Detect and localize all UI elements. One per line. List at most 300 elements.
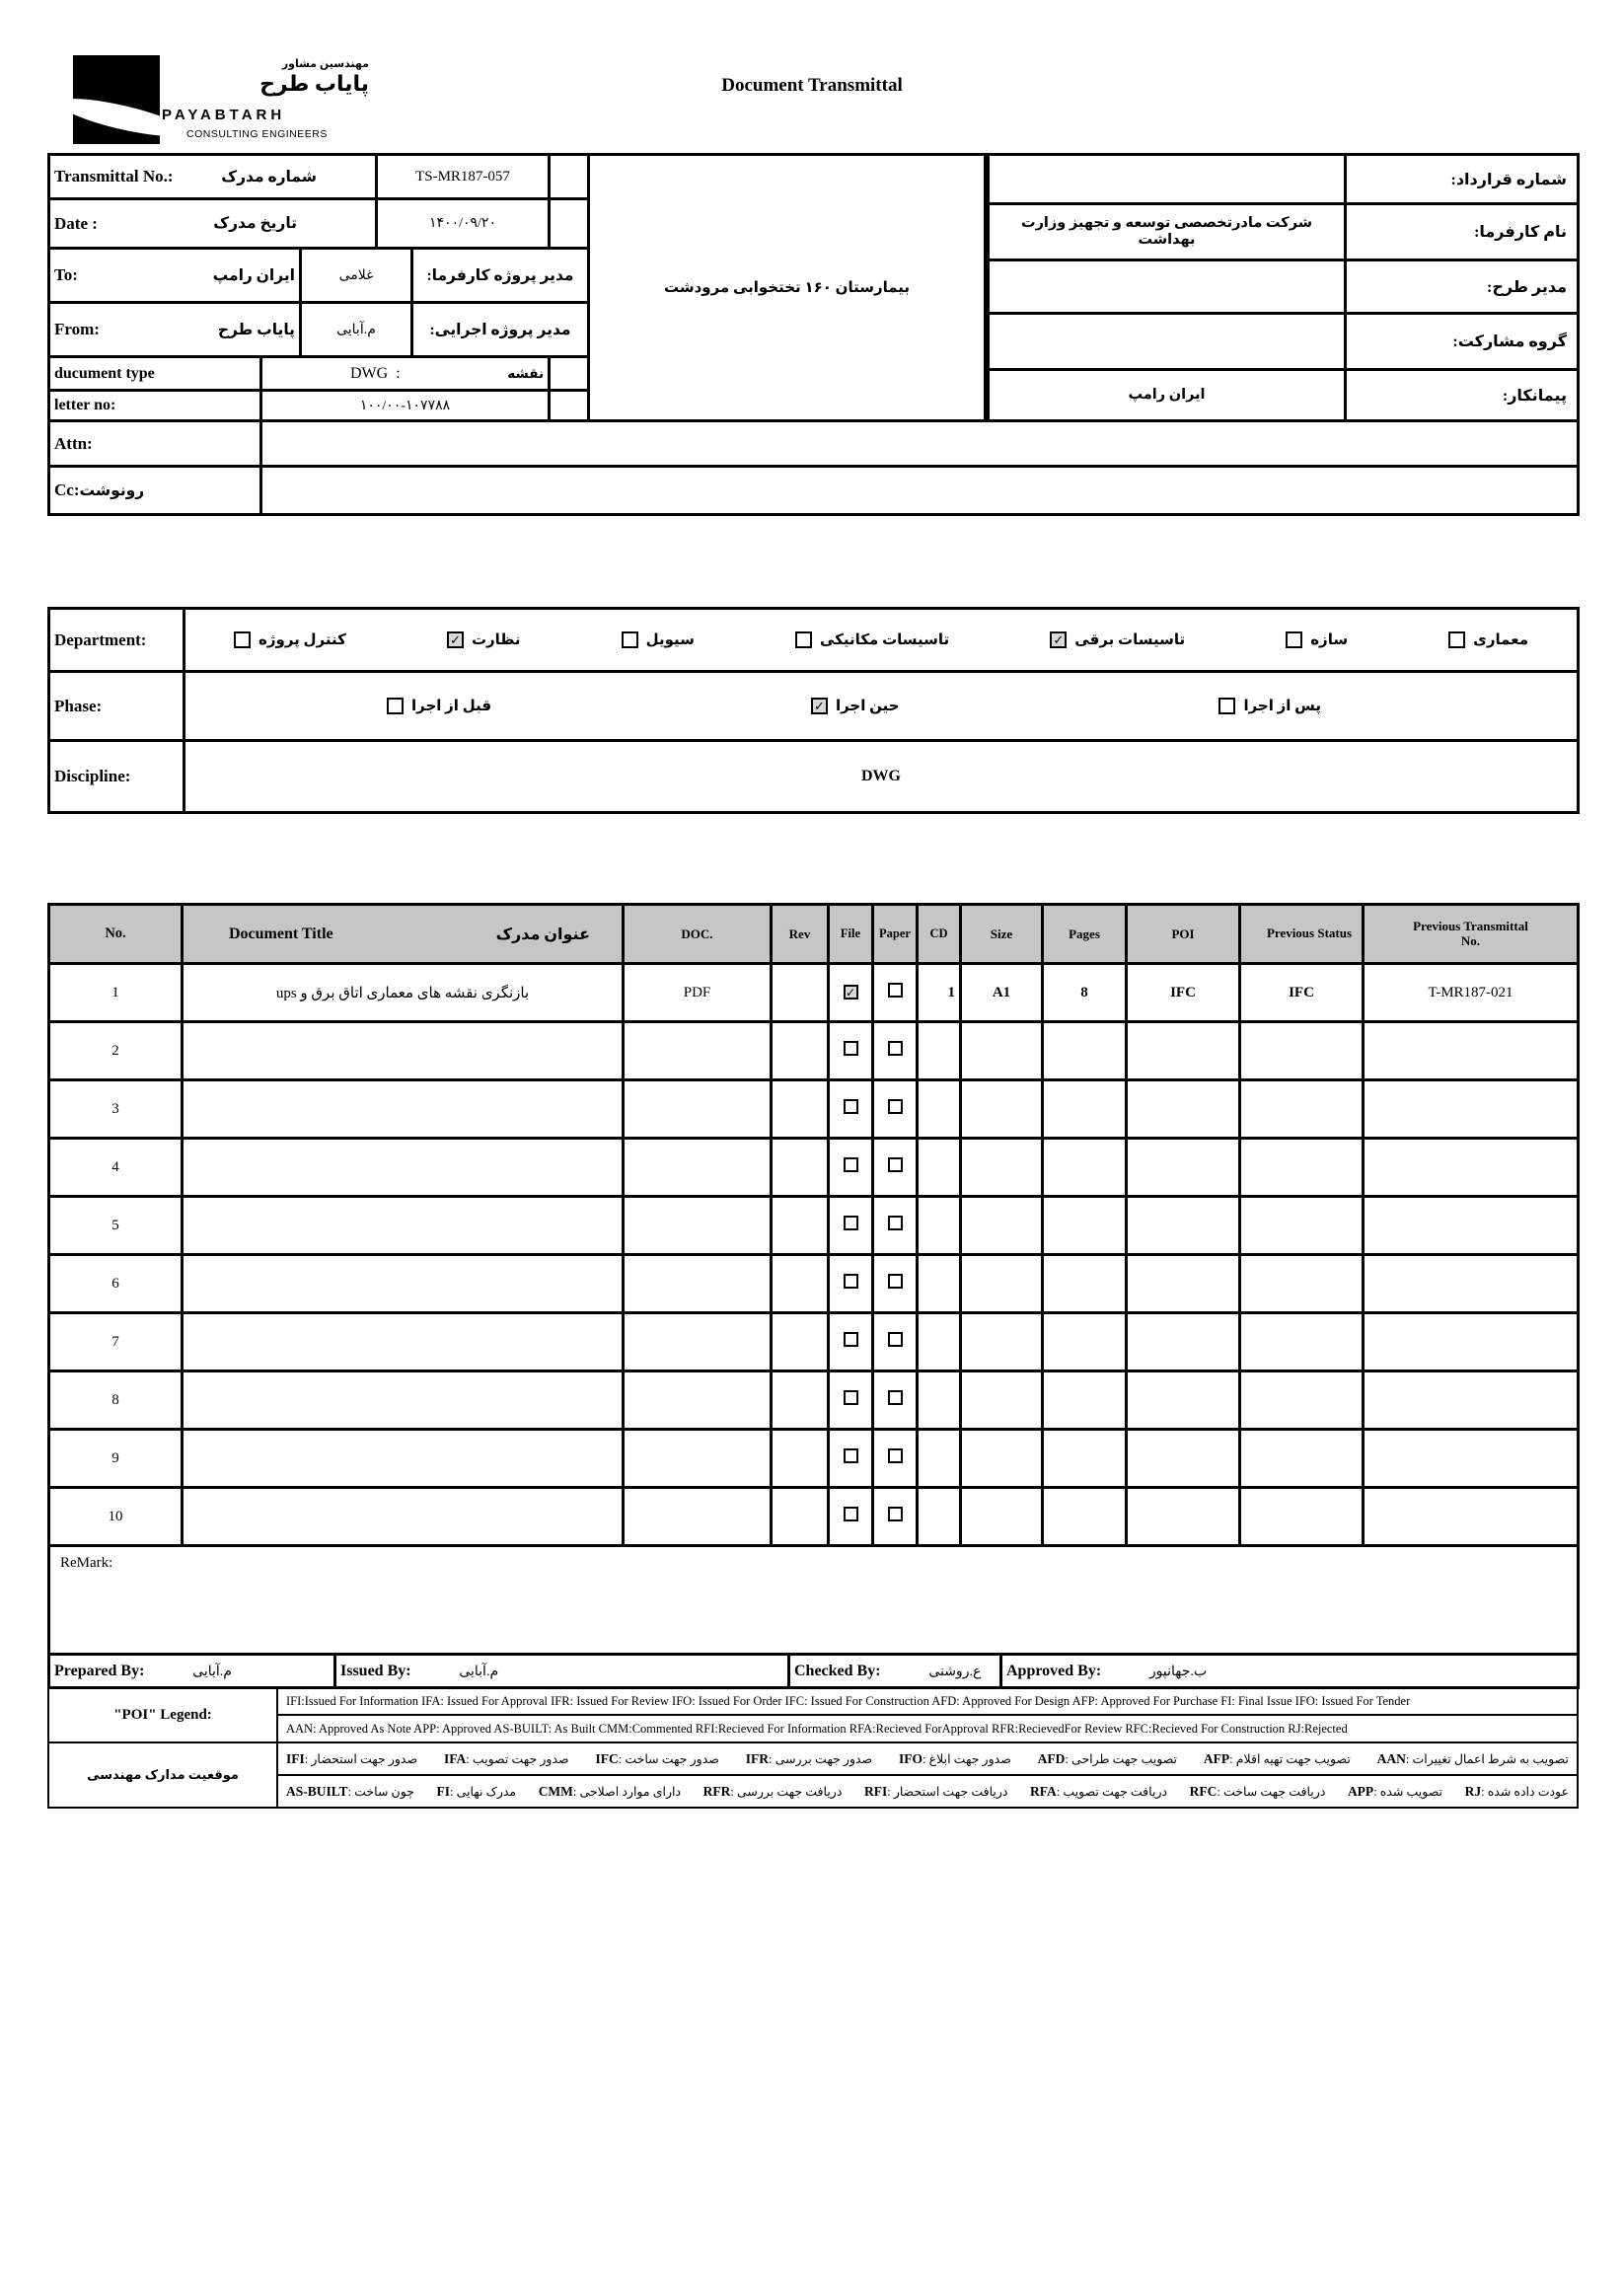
legend-desc: تصویب به شرط اعمال تغییرات [1412, 1751, 1569, 1766]
paper-checkbox-row2[interactable] [888, 1041, 903, 1056]
doc-size [961, 1430, 1043, 1488]
phase-item-label: پس از اجرا [1243, 699, 1321, 714]
doc-pages [1043, 1080, 1127, 1139]
document-row [49, 1430, 1579, 1488]
department-label: Department: [49, 609, 185, 672]
department-item [234, 630, 346, 649]
client-info-label: مدیر طرح: [1346, 260, 1579, 314]
doc-rev [772, 964, 829, 1022]
paper-checkbox-row8[interactable] [888, 1390, 903, 1405]
file-checkbox-row2[interactable] [844, 1041, 858, 1056]
doc-poi [1127, 1430, 1240, 1488]
project-name-table [587, 153, 987, 422]
discipline-value: DWG [185, 741, 1579, 813]
doc-rev [772, 1488, 829, 1546]
signature-cell [1001, 1655, 1579, 1688]
doc-prev-transmittal [1364, 1430, 1579, 1488]
doc-type [624, 1197, 772, 1255]
col-header-cd: CD [918, 905, 961, 964]
legend-desc: تصویب شده [1379, 1784, 1443, 1799]
logo-mark-icon [73, 55, 160, 144]
document-row [49, 1139, 1579, 1197]
poi-legend-en-row1: IFI:Issued For Information IFA: Issued For Approval IFR: Issued For Review IFO: Issued For Order IFC: Issued For Construction AFD: Approved For Design AFP: Approved For Purchase FI: Final Issue IFO: Issued For Tender [277, 1687, 1578, 1715]
department-checkbox-1[interactable]: ✓ [447, 631, 464, 648]
legend-code: RFC [1189, 1783, 1218, 1799]
doc-prev-transmittal [1364, 1139, 1579, 1197]
doc-file-cell [829, 964, 873, 1022]
doc-prev-status [1240, 1255, 1364, 1313]
doc-file-cell [829, 1080, 873, 1139]
doc-cd [918, 1022, 961, 1080]
doc-no: 8 [49, 1371, 183, 1430]
department-item [795, 630, 949, 649]
client-info-value [989, 260, 1346, 314]
doc-poi [1127, 1255, 1240, 1313]
department-item-label: تاسیسات برقی [1074, 632, 1186, 648]
discipline-label: Discipline: [49, 741, 185, 813]
doc-file-cell [829, 1313, 873, 1371]
document-row [49, 1313, 1579, 1371]
signature-value: ب.جهانپور [1148, 1664, 1208, 1679]
phase-checkbox-2[interactable] [1218, 698, 1235, 714]
department-checkbox-2[interactable] [622, 631, 638, 648]
doc-prev-status [1240, 1488, 1364, 1546]
department-items-cell [185, 609, 1579, 672]
client-info-label: نام کارفرما: [1346, 204, 1579, 260]
file-checkbox-row10[interactable] [844, 1507, 858, 1521]
client-info-value [989, 314, 1346, 370]
doc-rev [772, 1371, 829, 1430]
doc-title: بازنگری نقشه های معماری اتاق برق و ups [183, 964, 624, 1022]
department-checkbox-5[interactable] [1286, 631, 1302, 648]
file-checkbox-row5[interactable] [844, 1216, 858, 1230]
legend-desc: صدور جهت استحضار [311, 1751, 418, 1766]
file-checkbox-row6[interactable] [844, 1274, 858, 1289]
legend-desc: دریافت جهت ساخت [1222, 1784, 1326, 1799]
phase-items-cell [185, 672, 1579, 741]
to-cell [49, 249, 301, 303]
to-role: مدیر پروژه کارفرما: [412, 249, 589, 303]
doc-pages [1043, 1139, 1127, 1197]
department-item-label: کنترل پروژه [258, 632, 346, 648]
date-label: Date : [54, 213, 98, 233]
doc-no: 4 [49, 1139, 183, 1197]
doc-pages: 8 [1043, 964, 1127, 1022]
transmittal-info-table [47, 153, 590, 422]
doc-type [624, 1139, 772, 1197]
doc-rev [772, 1080, 829, 1139]
doctype-colon: : [396, 364, 401, 382]
doc-poi [1127, 1313, 1240, 1371]
paper-checkbox-row9[interactable] [888, 1448, 903, 1463]
doctype-fa: نقشه [507, 365, 545, 381]
doc-prev-status [1240, 1139, 1364, 1197]
doc-paper-cell [873, 964, 918, 1022]
col-header-prev-transmittal: Previous Transmittal No. [1364, 905, 1579, 964]
doc-file-cell [829, 1139, 873, 1197]
legend-code: RJ [1464, 1783, 1482, 1799]
legend-code: CMM [538, 1783, 573, 1799]
file-checkbox-row1[interactable]: ✓ [844, 985, 858, 1000]
doc-prev-transmittal [1364, 1022, 1579, 1080]
paper-checkbox-row3[interactable] [888, 1099, 903, 1114]
document-list-table [47, 903, 1580, 1656]
doc-size [961, 1197, 1043, 1255]
doc-no: 9 [49, 1430, 183, 1488]
doc-paper-cell [873, 1139, 918, 1197]
file-checkbox-row8[interactable] [844, 1390, 858, 1405]
department-item-label: نظارت [471, 632, 521, 648]
phase-item [811, 697, 900, 715]
doc-size: A1 [961, 964, 1043, 1022]
legend-segment: RFR: دریافت جهت بررسی [702, 1783, 843, 1799]
document-row [49, 1022, 1579, 1080]
department-item [447, 630, 521, 649]
doc-title [183, 1022, 624, 1080]
doc-rev [772, 1313, 829, 1371]
col-header-title-en: Document Title [229, 925, 333, 942]
client-info-table [987, 153, 1580, 422]
doc-type [624, 1022, 772, 1080]
fa-legend-row2 [277, 1775, 1578, 1808]
legend-segment: FI: مدرک نهایی [436, 1783, 517, 1799]
legend-code: RFA [1030, 1783, 1057, 1799]
department-checkbox-6[interactable] [1448, 631, 1465, 648]
legend-segment: RJ: عودت داده شده [1464, 1783, 1569, 1799]
date-value: ۱۴۰۰/۰۹/۲۰ [377, 199, 550, 249]
to-value: ایران رامپ [212, 266, 295, 284]
client-info-label: شماره قرارداد: [1346, 155, 1579, 204]
doctype-label: ducument type [49, 357, 261, 391]
department-checkbox-0[interactable] [234, 631, 251, 648]
poi-legend-en-row2: AAN: Approved As Note APP: Approved AS-BUILT: As Built CMM:Commented RFI:Recieved For Information RFA:Recieved ForApproval RFR:RecievedFor Review RFC:Recieved For Construction RJ:Rejected [277, 1715, 1578, 1742]
document-row [49, 1488, 1579, 1546]
doc-poi: IFC [1127, 964, 1240, 1022]
empty-cell [550, 155, 589, 199]
doc-paper-cell [873, 1255, 918, 1313]
doc-rev [772, 1139, 829, 1197]
department-item-label: تاسیسات مکانیکی [820, 632, 950, 648]
cc-label: Cc: [54, 481, 80, 499]
doc-type [624, 1313, 772, 1371]
doc-prev-status [1240, 1022, 1364, 1080]
signature-label: Approved By: [1006, 1662, 1102, 1679]
doc-prev-transmittal: T-MR187-021 [1364, 964, 1579, 1022]
legend-segment: RFA: دریافت جهت تصویب [1030, 1783, 1168, 1799]
doc-poi [1127, 1022, 1240, 1080]
phase-item-label: قبل از اجرا [411, 699, 492, 714]
document-row [49, 964, 1579, 1022]
doc-no: 10 [49, 1488, 183, 1546]
doc-prev-transmittal [1364, 1080, 1579, 1139]
legend-code: IFI [286, 1750, 305, 1766]
doc-file-cell [829, 1197, 873, 1255]
legend-desc: چون ساخت [354, 1784, 414, 1799]
client-info-value: شرکت مادرتخصصی توسعه و تجهیز وزارت بهداشت [989, 204, 1346, 260]
attn-label: Attn: [49, 421, 261, 467]
legend-code: RFI [863, 1783, 888, 1799]
doc-pages [1043, 1022, 1127, 1080]
col-header-rev: Rev [772, 905, 829, 964]
legend-code: IFO [899, 1750, 923, 1766]
date-label-fa: تاریخ مدرک [213, 215, 297, 232]
transmittal-no-value: TS-MR187-057 [377, 155, 550, 199]
page-title: Document Transmittal [721, 75, 903, 96]
cc-value [261, 467, 1579, 515]
legend-segment: IFA: صدور جهت تصویب [443, 1750, 569, 1766]
doc-type [624, 1430, 772, 1488]
doc-paper-cell [873, 1022, 918, 1080]
doc-pages [1043, 1488, 1127, 1546]
remark-area: ReMark: [49, 1546, 1579, 1655]
col-header-size: Size [961, 905, 1043, 964]
transmittal-no-label-fa: شماره مدرک [221, 168, 317, 185]
doc-no: 7 [49, 1313, 183, 1371]
doc-poi [1127, 1371, 1240, 1430]
legend-desc: دریافت جهت بررسی [736, 1784, 843, 1799]
doc-type: PDF [624, 964, 772, 1022]
doc-cd: 1 [918, 964, 961, 1022]
legend-desc: تصویب جهت تهیه اقلام [1235, 1751, 1351, 1766]
paper-checkbox-row5[interactable] [888, 1216, 903, 1230]
legend-desc: صدور جهت تصویب [472, 1751, 569, 1766]
col-header-file: File [829, 905, 873, 964]
doc-size [961, 1139, 1043, 1197]
to-person: غلامی [301, 249, 412, 303]
from-value: پایاب طرح [217, 321, 295, 338]
doc-prev-transmittal [1364, 1197, 1579, 1255]
doc-pages [1043, 1430, 1127, 1488]
client-info-value: ایران رامپ [989, 370, 1346, 421]
from-label: From: [54, 320, 100, 338]
doc-file-cell [829, 1488, 873, 1546]
logo-company-name: PAYABTARH [162, 107, 286, 123]
doc-no: 5 [49, 1197, 183, 1255]
doc-paper-cell [873, 1080, 918, 1139]
logo-fa-tagline: مهندسین مشاور [281, 58, 369, 70]
legend-desc: عودت داده شده [1487, 1784, 1569, 1799]
doc-rev [772, 1255, 829, 1313]
client-info-row [989, 370, 1579, 421]
doc-file-cell [829, 1430, 873, 1488]
legend-code: IFR [745, 1750, 769, 1766]
doc-prev-status [1240, 1430, 1364, 1488]
department-item-label: سیویل [645, 632, 695, 648]
doc-paper-cell [873, 1488, 918, 1546]
doc-no: 1 [49, 964, 183, 1022]
empty-cell [550, 357, 589, 391]
paper-checkbox-row10[interactable] [888, 1507, 903, 1521]
fa-legend-row1 [277, 1742, 1578, 1775]
department-checkbox-3[interactable] [795, 631, 812, 648]
payabtarh-logo [73, 51, 389, 150]
client-info-label: پیمانکار: [1346, 370, 1579, 421]
signature-value: ع.روشنی [928, 1664, 982, 1679]
legend-desc: تصویب جهت طراحی [1071, 1751, 1178, 1766]
legend-desc: صدور جهت ساخت [625, 1751, 719, 1766]
date-label-cell [49, 199, 377, 249]
doc-pages [1043, 1313, 1127, 1371]
doc-rev [772, 1430, 829, 1488]
signature-cell [335, 1655, 789, 1688]
project-name: بیمارستان ۱۶۰ تختخوابی مرودشت [589, 155, 986, 421]
phase-checkbox-0[interactable] [387, 698, 404, 714]
doc-title [183, 1139, 624, 1197]
doc-pages [1043, 1197, 1127, 1255]
doc-size [961, 1371, 1043, 1430]
logo-swoosh-shape [73, 92, 160, 144]
doc-size [961, 1488, 1043, 1546]
signature-cell [789, 1655, 1001, 1688]
legend-code: APP [1347, 1783, 1374, 1799]
doc-size [961, 1255, 1043, 1313]
phase-label: Phase: [49, 672, 185, 741]
doctype-value-cell [261, 357, 550, 391]
attn-value [261, 421, 1579, 467]
doc-cd [918, 1313, 961, 1371]
doc-size [961, 1313, 1043, 1371]
cc-label-cell [49, 467, 261, 515]
col-header-title [183, 905, 624, 964]
col-header-prev-status: Previous Status [1240, 905, 1364, 964]
signature-table [47, 1653, 1580, 1689]
doc-type [624, 1488, 772, 1546]
legend-code: FI [436, 1783, 450, 1799]
doc-file-cell [829, 1371, 873, 1430]
doc-no: 2 [49, 1022, 183, 1080]
legend-desc: صدور جهت ابلاغ [928, 1751, 1011, 1766]
doc-prev-transmittal [1364, 1371, 1579, 1430]
legend-code: AFD [1037, 1750, 1066, 1766]
doctype-value: DWG [350, 364, 389, 382]
paper-checkbox-row1[interactable] [888, 983, 903, 998]
department-item [1050, 630, 1185, 649]
doc-poi [1127, 1139, 1240, 1197]
legend-segment: RFC: دریافت جهت ساخت [1189, 1783, 1326, 1799]
department-item-label: معماری [1473, 632, 1528, 648]
doc-cd [918, 1197, 961, 1255]
paper-checkbox-row6[interactable] [888, 1274, 903, 1289]
letter-no-value: ۱۰۰/۰۰-۱۰۷۷۸۸ [261, 391, 550, 421]
document-row [49, 1197, 1579, 1255]
doc-prev-status [1240, 1197, 1364, 1255]
doc-prev-status: IFC [1240, 964, 1364, 1022]
document-row [49, 1080, 1579, 1139]
legend-code: AFP [1203, 1750, 1230, 1766]
doc-no: 3 [49, 1080, 183, 1139]
doc-paper-cell [873, 1313, 918, 1371]
document-row [49, 1371, 1579, 1430]
doc-paper-cell [873, 1197, 918, 1255]
legend-segment: AS-BUILT: چون ساخت [286, 1783, 414, 1799]
doc-title [183, 1488, 624, 1546]
doc-poi [1127, 1080, 1240, 1139]
legend-segment: AFP: تصویب جهت تهیه اقلام [1203, 1750, 1351, 1766]
signature-label: Checked By: [794, 1662, 881, 1679]
paper-checkbox-row7[interactable] [888, 1332, 903, 1347]
from-cell [49, 303, 301, 357]
signature-label: Prepared By: [54, 1662, 145, 1679]
col-header-pages: Pages [1043, 905, 1127, 964]
phase-item-label: حین اجرا [835, 699, 900, 714]
department-item-label: سازه [1310, 632, 1349, 648]
doc-title [183, 1197, 624, 1255]
transmittal-no-label-cell [49, 155, 377, 199]
doc-no: 6 [49, 1255, 183, 1313]
doc-cd [918, 1080, 961, 1139]
file-checkbox-row3[interactable] [844, 1099, 858, 1114]
doc-prev-transmittal [1364, 1255, 1579, 1313]
doc-type [624, 1255, 772, 1313]
signature-cell [49, 1655, 335, 1688]
signature-value: م.آبایی [192, 1664, 232, 1679]
legend-segment: IFO: صدور جهت ابلاغ [899, 1750, 1011, 1766]
doc-title [183, 1255, 624, 1313]
doc-pages [1043, 1255, 1127, 1313]
legend-code: IFA [443, 1750, 467, 1766]
legend-code: AS-BUILT [286, 1783, 348, 1799]
doc-prev-status [1240, 1313, 1364, 1371]
legend-segment: IFR: صدور جهت بررسی [745, 1750, 873, 1766]
legend-desc: صدور جهت بررسی [775, 1751, 873, 1766]
logo-fa-name: پایاب طرح [259, 71, 369, 96]
doc-cd [918, 1255, 961, 1313]
doc-poi [1127, 1488, 1240, 1546]
document-row [49, 1255, 1579, 1313]
doc-poi [1127, 1197, 1240, 1255]
client-info-row [989, 204, 1579, 260]
doc-title [183, 1080, 624, 1139]
empty-cell [550, 391, 589, 421]
doc-pages [1043, 1371, 1127, 1430]
doc-paper-cell [873, 1371, 918, 1430]
doc-type [624, 1371, 772, 1430]
legend-desc: دریافت جهت تصویب [1063, 1784, 1168, 1799]
client-info-label: گروه مشارکت: [1346, 314, 1579, 370]
doc-cd [918, 1488, 961, 1546]
doc-paper-cell [873, 1430, 918, 1488]
client-info-row [989, 155, 1579, 204]
file-checkbox-row7[interactable] [844, 1332, 858, 1347]
signature-label: Issued By: [340, 1662, 411, 1679]
paper-checkbox-row4[interactable] [888, 1157, 903, 1172]
col-header-title-fa: عنوان مدرک [495, 926, 590, 943]
legend-segment: CMM: دارای موارد اصلاحی [538, 1783, 682, 1799]
file-checkbox-row9[interactable] [844, 1448, 858, 1463]
client-info-row [989, 314, 1579, 370]
phase-checkbox-1[interactable]: ✓ [811, 698, 828, 714]
doc-title [183, 1371, 624, 1430]
legend-segment: APP: تصویب شده [1347, 1783, 1443, 1799]
from-person: م.آبایی [301, 303, 412, 357]
department-table [47, 607, 1580, 814]
doc-rev [772, 1197, 829, 1255]
fa-legend-label: موقعیت مدارک مهندسی [48, 1742, 277, 1808]
doc-rev [772, 1022, 829, 1080]
doc-cd [918, 1139, 961, 1197]
department-checkbox-4[interactable]: ✓ [1050, 631, 1067, 648]
file-checkbox-row4[interactable] [844, 1157, 858, 1172]
legend-segment: IFC: صدور جهت ساخت [595, 1750, 719, 1766]
doc-file-cell [829, 1255, 873, 1313]
department-item [1448, 630, 1528, 649]
cc-label-fa: رونوشت [79, 482, 145, 499]
doc-size [961, 1022, 1043, 1080]
col-header-doc: DOC. [624, 905, 772, 964]
legend-segment: AFD: تصویب جهت طراحی [1037, 1750, 1178, 1766]
legend-code: RFR [702, 1783, 731, 1799]
to-label: To: [54, 265, 78, 284]
